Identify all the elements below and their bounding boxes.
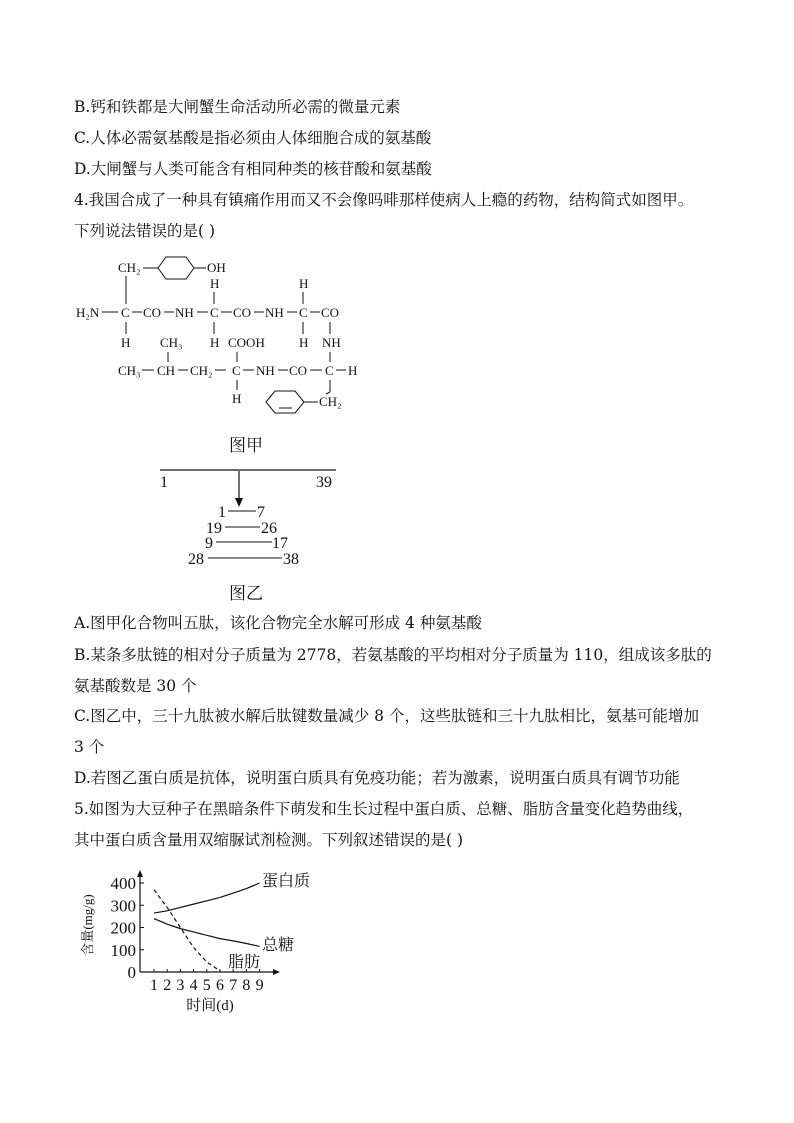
fragment-3-end: 17 xyxy=(272,535,288,552)
x-tick-label: 5 xyxy=(202,977,211,994)
series-line-2 xyxy=(154,919,260,947)
atom-h: H xyxy=(299,276,309,291)
atom-nh: NH xyxy=(256,363,275,378)
fragment-1-end: 7 xyxy=(257,504,265,521)
atom-cooh: COOH xyxy=(228,335,265,350)
q3-option-d: D.大闸蟹与人类可能含有相同种类的核苷酸和氨基酸 xyxy=(74,160,432,178)
y-tick-label: 100 xyxy=(110,940,136,960)
fragment-4-end: 38 xyxy=(283,551,299,568)
atom-h: H xyxy=(299,335,309,350)
hydrolysis-arrow-head xyxy=(235,498,243,507)
atom-h: H xyxy=(348,363,358,378)
q4-stem-line1: 4.我国合成了一种具有镇痛作用而又不会像吗啡那样使病人上瘾的药物，结构简式如图甲。 xyxy=(74,191,694,209)
atom-ch2-top: CH₂ xyxy=(118,260,141,275)
atom-co: CO xyxy=(143,305,162,320)
q4-option-c-line2: 3 个 xyxy=(74,738,105,756)
series-label: 总糖 xyxy=(262,937,295,954)
q4-option-d: D.若图乙蛋白质是抗体，说明蛋白质具有免疫功能；若为激素，说明蛋白质具有调节功能 xyxy=(74,769,680,787)
x-tick-label: 4 xyxy=(189,977,198,994)
q3-option-b: B.钙和铁都是大闸蟹生命活动所必需的微量元素 xyxy=(74,98,401,116)
series-label: 脂肪 xyxy=(228,954,261,971)
q5-stem-line1: 5.如图为大豆种子在黑暗条件下萌发和生长过程中蛋白质、总糖、脂肪含量变化趋势曲线， xyxy=(74,800,694,818)
atom-co: CO xyxy=(289,363,308,378)
x-axis-title: 时间(d) xyxy=(186,998,234,1014)
x-tick-label: 2 xyxy=(163,977,172,994)
y-axis-arrow xyxy=(137,870,143,877)
atom-ch2-bottom: CH₂ xyxy=(319,394,342,409)
series-label: 蛋白质 xyxy=(262,873,311,890)
atom-nh: NH xyxy=(322,335,341,350)
x-tick-label: 6 xyxy=(216,977,224,994)
atom-h: H xyxy=(121,335,131,350)
q4-option-c-line1: C.图乙中，三十九肽被水解后肽键数量减少 8 个，这些肽链和三十九肽相比，氨基可能增加 xyxy=(74,707,699,725)
atom-nh: NH xyxy=(175,305,194,320)
figure-jia-caption: 图甲 xyxy=(229,436,263,456)
atom-h: H xyxy=(232,391,242,406)
x-tick-label: 1 xyxy=(150,977,158,994)
figure-yi-caption: 图乙 xyxy=(229,584,263,604)
series-line-1 xyxy=(154,883,260,913)
atom-co: CO xyxy=(233,305,252,320)
figure-jia-structure xyxy=(70,252,370,417)
fragment-3-start: 9 xyxy=(205,535,213,552)
y-tick-label: 400 xyxy=(110,874,136,893)
atom-ch3: CH₃ xyxy=(118,363,141,378)
y-axis-title: 含量(mg/g) xyxy=(80,894,95,956)
fragment-2-end: 26 xyxy=(261,520,277,537)
atom-oh: OH xyxy=(207,260,226,275)
atom-c: C xyxy=(299,305,308,320)
fragment-1-start: 1 xyxy=(218,504,226,521)
benzene-ring-bottom xyxy=(266,391,304,413)
x-axis-arrow xyxy=(273,969,280,975)
atom-nh: NH xyxy=(265,305,284,320)
benzene-ring-top xyxy=(158,257,194,279)
figure-yi-diagram xyxy=(150,462,350,574)
fragment-2-start: 19 xyxy=(206,520,222,537)
atom-ch2: CH₂ xyxy=(190,363,213,378)
atom-c: C xyxy=(325,363,334,378)
atom-c: C xyxy=(232,363,241,378)
x-tick-label: 8 xyxy=(242,977,251,994)
atom-h: H xyxy=(210,276,220,291)
x-tick-label: 9 xyxy=(255,977,264,994)
q4-option-a: A.图甲化合物叫五肽，该化合物完全水解可形成 4 种氨基酸 xyxy=(74,614,482,632)
q4-stem-line2: 下列说法错误的是( ) xyxy=(74,222,216,240)
fragment-4-start: 28 xyxy=(188,551,204,568)
atom-ch: CH xyxy=(157,363,176,378)
atom-ch3: CH₃ xyxy=(160,335,183,350)
atom-h2n: H₂N xyxy=(76,305,100,320)
q4-option-b-line2: 氨基酸数是 30 个 xyxy=(74,677,197,695)
q3-option-c: C.人体必需氨基酸是指必须由人体细胞合成的氨基酸 xyxy=(74,129,432,147)
atom-co: CO xyxy=(321,305,340,320)
atom-c: C xyxy=(121,305,130,320)
atom-c: C xyxy=(210,305,219,320)
y-tick-label: 200 xyxy=(110,918,136,938)
y-tick-label: 300 xyxy=(110,896,136,916)
x-tick-label: 3 xyxy=(176,977,185,994)
q4-option-b-line1: B.某条多肽链的相对分子质量为 2778，若氨基酸的平均相对分子质量为 110，组成该多肽的 xyxy=(74,646,712,664)
y-tick-label: 0 xyxy=(127,963,136,982)
x-tick-label: 7 xyxy=(229,977,238,994)
full-chain-end: 39 xyxy=(316,474,332,491)
q5-line-chart xyxy=(72,870,312,1020)
atom-h: H xyxy=(210,335,220,350)
q5-stem-line2: 其中蛋白质含量用双缩脲试剂检测。下列叙述错误的是( ) xyxy=(74,831,464,849)
full-chain-start: 1 xyxy=(160,474,168,491)
